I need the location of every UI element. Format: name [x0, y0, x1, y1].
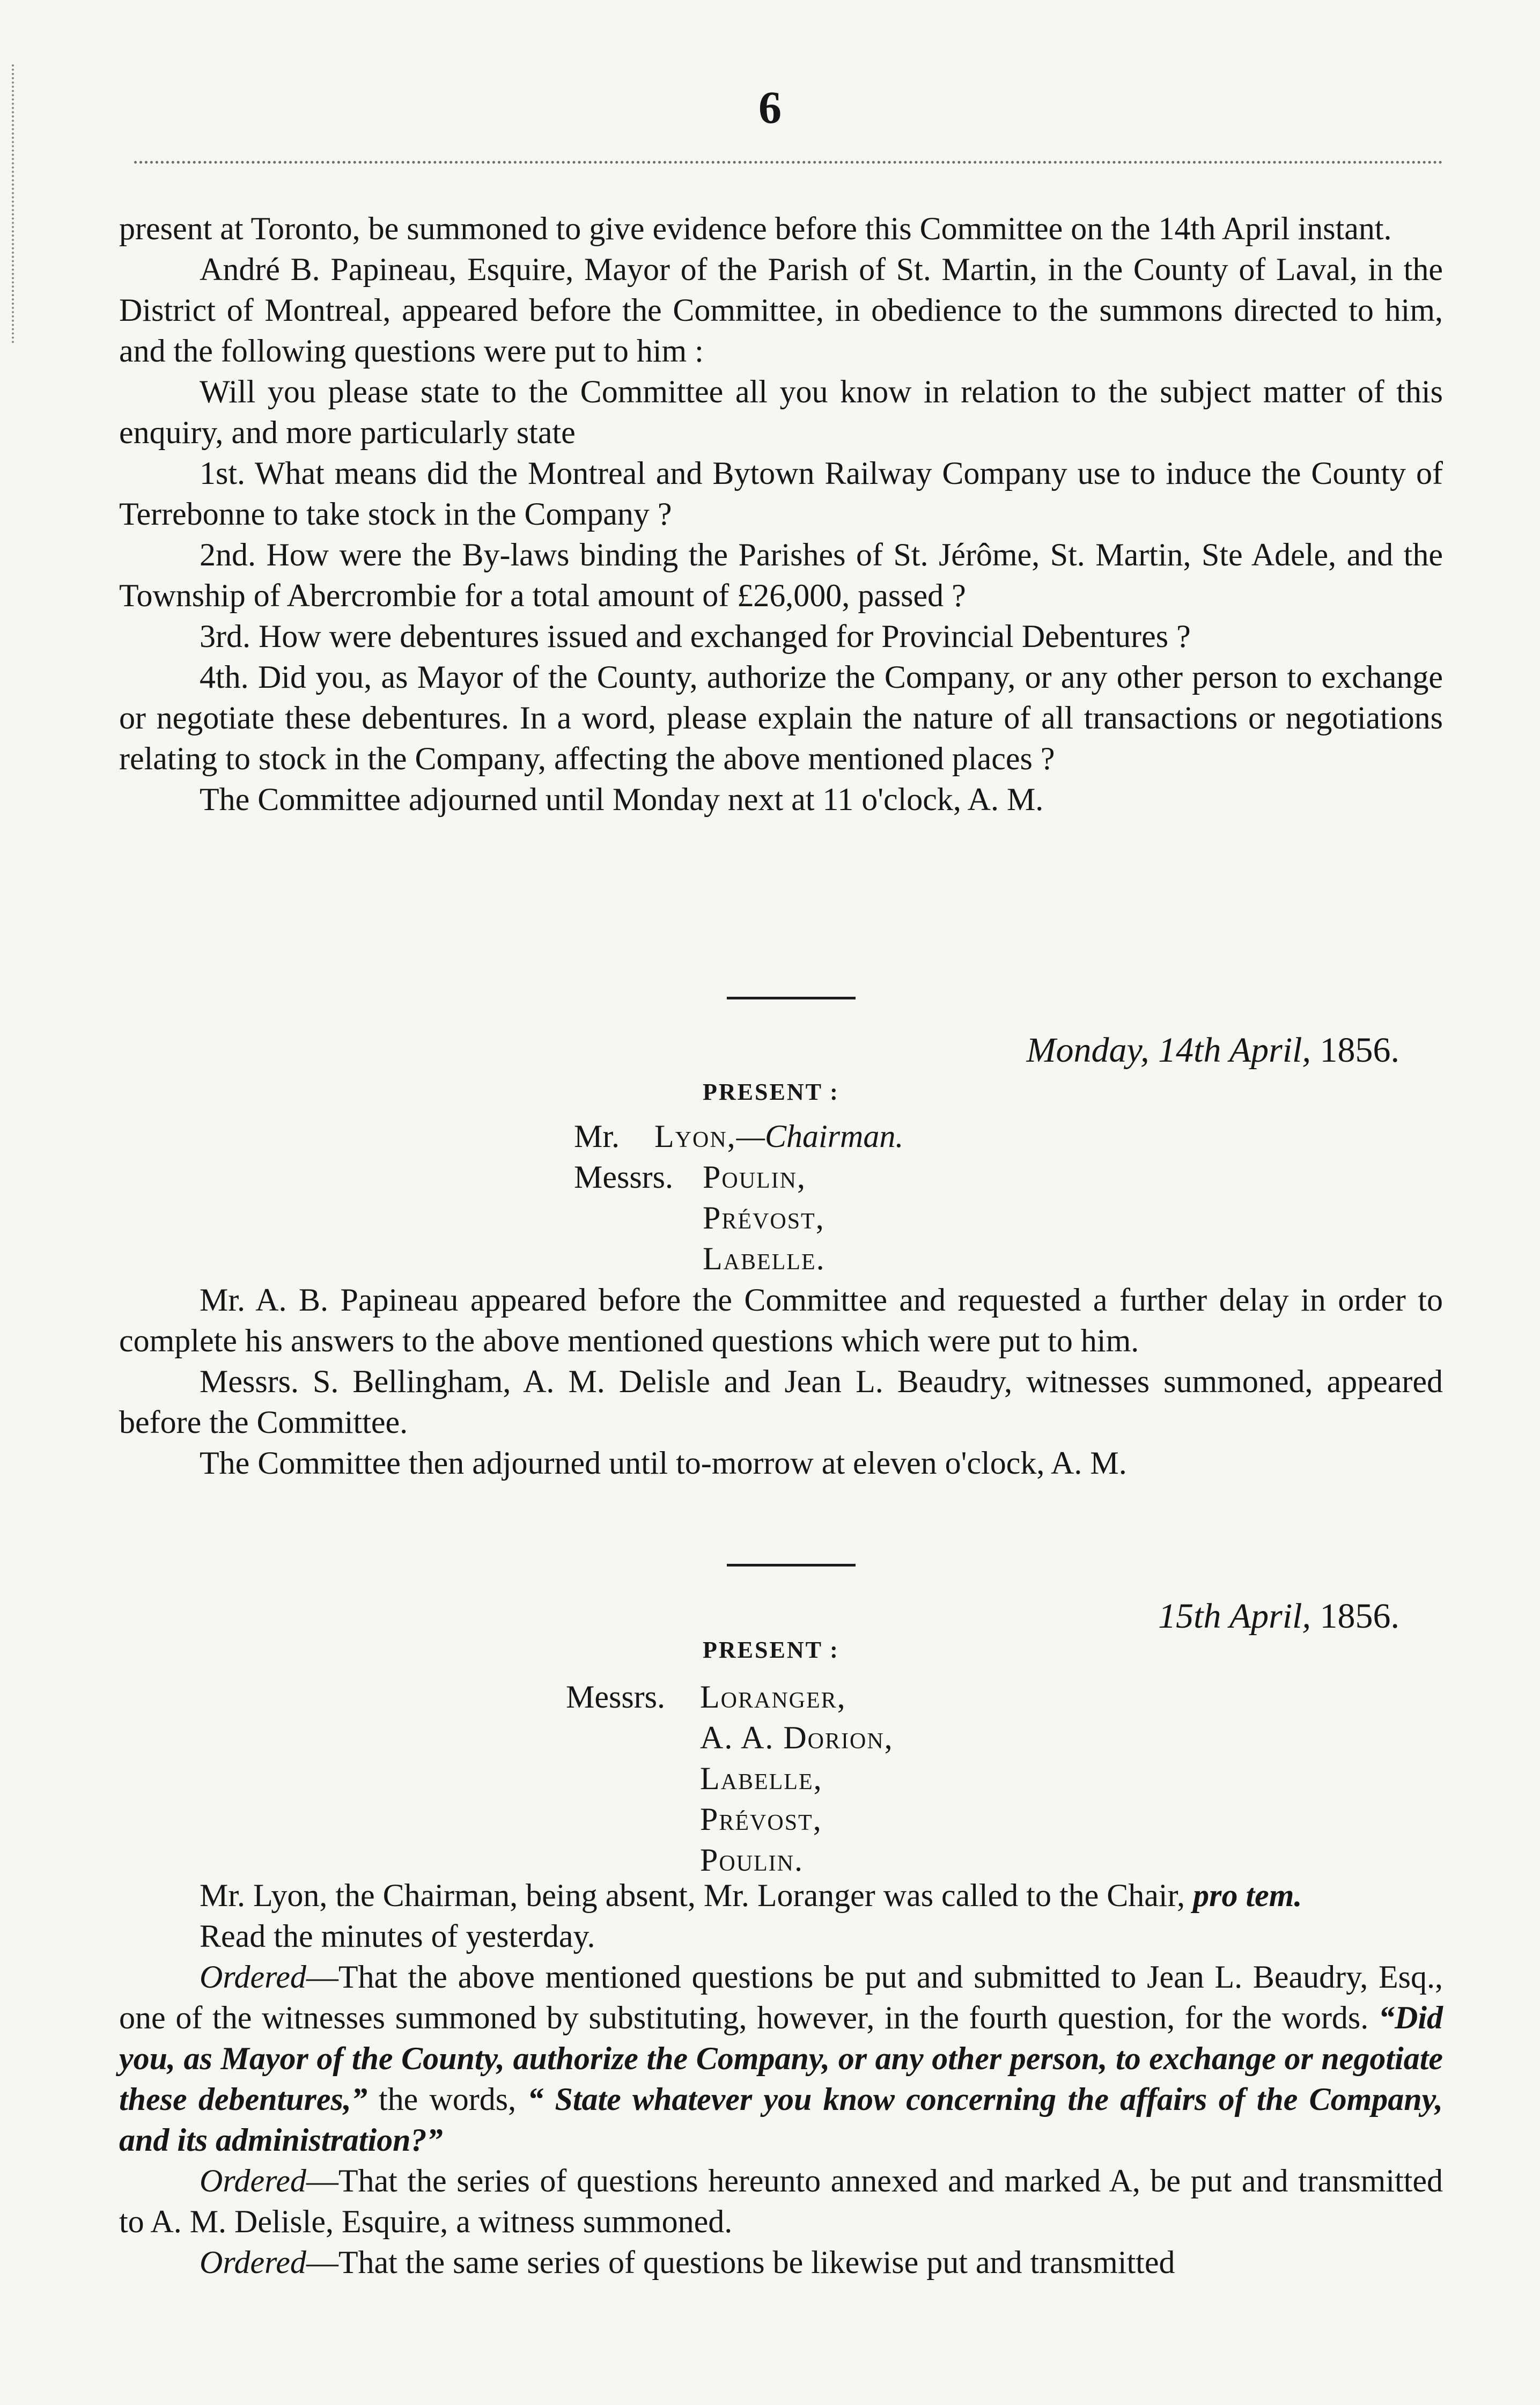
- text-run: the words,: [379, 2082, 517, 2117]
- paragraph: [119, 1875, 1443, 1916]
- question-3: 3rd. How were debentures issued and exchanged for Provincial Debentures ?: [200, 619, 1191, 654]
- member-row: [574, 1197, 903, 1238]
- adjournment: The Committee adjourned until Monday next at 11 o'clock, A. M.: [200, 782, 1044, 817]
- chairman-role: —Chairman.: [736, 1119, 904, 1154]
- member-row: [566, 1840, 894, 1880]
- title-messrs: Messrs.: [574, 1159, 674, 1195]
- section-divider: [727, 1564, 856, 1566]
- member-name: A. A. Dorion,: [700, 1720, 894, 1755]
- attendance-list: [566, 1676, 894, 1880]
- text-run: pro tem.: [1193, 1878, 1302, 1913]
- present-label: PRESENT :: [703, 1637, 839, 1663]
- member-name: Loranger,: [700, 1679, 846, 1715]
- ordered-label: Ordered: [200, 1959, 306, 1995]
- text-run: —That the same series of questions be likewise put and transmitted: [306, 2245, 1175, 2280]
- chairman-name: Lyon,: [654, 1119, 736, 1154]
- paragraph: Mr. A. B. Papineau appeared before the Committee and requested a further delay in order to complete his answers to the above mentioned questions which were put to him.: [119, 1282, 1443, 1358]
- title-messrs: Messrs.: [566, 1679, 666, 1715]
- member-name: Prévost,: [703, 1200, 825, 1235]
- paragraph: Read the minutes of yesterday.: [200, 1918, 595, 1954]
- paragraph: present at Toronto, be summoned to give evidence before this Committee on the 14th April instant.: [119, 211, 1392, 246]
- paragraph: André B. Papineau, Esquire, Mayor of the Parish of St. Martin, in the County of Laval, in the District of Montreal, appeared before the Committee, in obedience to the summons directed to him, and the following questions were put to him :: [119, 252, 1443, 369]
- date-year: 1856.: [1320, 1031, 1399, 1070]
- ordered-label: Ordered: [200, 2245, 306, 2280]
- meeting-date: [1158, 1596, 1399, 1637]
- chairman-row: [574, 1116, 903, 1157]
- member-row: [574, 1238, 903, 1279]
- minutes-block-2: [119, 1279, 1443, 1483]
- header-rule: [134, 161, 1443, 164]
- text-run: —That the series of questions hereunto annexed and marked A, be put and transmitted to A. M. Delisle, Esquire, a witness summoned.: [119, 2163, 1443, 2239]
- member-name: Poulin,: [703, 1159, 807, 1195]
- member-name: Poulin.: [700, 1842, 804, 1878]
- date-year: 1856.: [1320, 1597, 1399, 1636]
- member-row: [566, 1799, 894, 1840]
- text-run: —That the above mentioned questions be put and submitted to Jean L. Beaudry, Esq., one of the witnesses summoned by substituting, however, in the fourth question, for the words.: [119, 1959, 1443, 2035]
- member-row: [574, 1157, 903, 1197]
- adjournment: The Committee then adjourned until to-morrow at eleven o'clock, A. M.: [200, 1445, 1127, 1481]
- date-day: Monday, 14th April,: [1026, 1031, 1311, 1070]
- question-1: 1st. What means did the Montreal and Bytown Railway Company use to induce the County of Terrebonne to take stock in the Company ?: [119, 455, 1443, 532]
- attendance-list: [574, 1116, 903, 1279]
- title-mr: Mr.: [574, 1119, 620, 1154]
- order-paragraph: [119, 1957, 1443, 2160]
- order-paragraph: [119, 2160, 1443, 2242]
- quoted-text: “ State whatever you know concerning the affairs of the Company, and its administration?”: [119, 2082, 1443, 2158]
- member-name: Prévost,: [700, 1801, 822, 1837]
- meeting-date: [1027, 1030, 1399, 1071]
- question-4: 4th. Did you, as Mayor of the County, authorize the Company, or any other person to exchange or negotiate these debentures. In a word, please explain the nature of all transactions or negotiations relating to stock in the Company, affecting the above mentioned places ?: [119, 659, 1443, 776]
- order-paragraph: [119, 2242, 1443, 2283]
- member-row: [566, 1717, 894, 1758]
- member-row: [566, 1758, 894, 1799]
- minutes-block-3: [119, 1875, 1443, 2283]
- member-name: Labelle,: [700, 1761, 823, 1796]
- section-divider: [727, 997, 856, 999]
- paragraph: Messrs. S. Bellingham, A. M. Delisle and Jean L. Beaudry, witnesses summoned, appeared before the Committee.: [119, 1364, 1443, 1440]
- member-name: Labelle.: [703, 1241, 826, 1276]
- quoted-text: “Did you, as Mayor of the County, authorize the Company, or any other person, to exchange or negotiate these debentures,”: [119, 2000, 1443, 2117]
- question-2: 2nd. How were the By-laws binding the Parishes of St. Jérôme, St. Martin, Ste Adele, and the Township of Abercrombie for a total amount of £26,000, passed ?: [119, 537, 1443, 613]
- page-number: 6: [758, 82, 782, 133]
- paragraph: Will you please state to the Committee all you know in relation to the subject matter of this enquiry, and more particularly state: [119, 374, 1443, 450]
- minutes-block-1: [119, 208, 1443, 820]
- present-label: PRESENT :: [703, 1079, 839, 1105]
- date-day: 15th April,: [1158, 1597, 1311, 1636]
- member-row: [566, 1676, 894, 1717]
- text-run: Mr. Lyon, the Chairman, being absent, Mr. Loranger was called to the Chair,: [200, 1878, 1185, 1913]
- ordered-label: Ordered: [200, 2163, 306, 2198]
